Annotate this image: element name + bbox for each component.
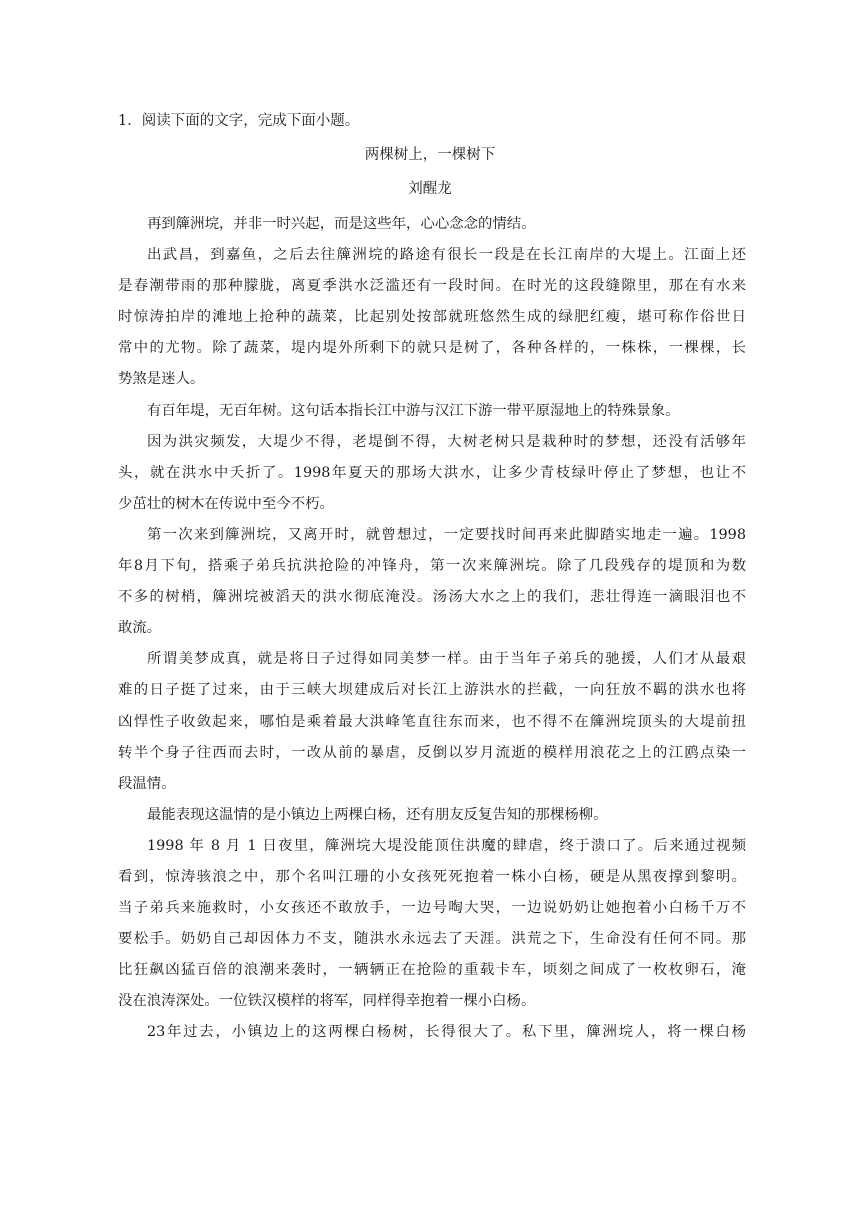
article-author: 刘醒龙 (408, 181, 452, 197)
text-line: 常中的尤物。除了蔬菜，堤内堤外所剩下的就只是树了，各种各样的，一株株，一棵棵，长 (118, 340, 746, 357)
text-line: 23年过去，小镇边上的这两棵白杨树，长得很大了。私下里，簰洲垸人，将一棵白杨 (147, 1024, 746, 1041)
text-line: 比狂飙凶猛百倍的浪潮来袭时，一辆辆正在抢险的重载卡车，顷刻之间成了一枚枚卵石，淹 (118, 962, 746, 979)
text-line: 头，就在洪水中夭折了。1998年夏天的那场大洪水，让多少青枝绿叶停止了梦想，也让不 (118, 464, 746, 481)
text-line: 转半个身子往西而去时，一改从前的暴虐，反倒以岁月流逝的模样用浪花之上的江鸥点染一 (118, 744, 746, 761)
text-line: 有百年堤，无百年树。这句话本指长江中游与汉江下游一带平原湿地上的特殊景象。 (147, 402, 680, 419)
article-title: 两棵树上，一棵树下 (364, 147, 496, 163)
text-line: 年8月下旬，搭乘子弟兵抗洪抢险的冲锋舟，第一次来簰洲垸。除了几段残存的堤顶和为数 (118, 558, 746, 575)
text-line: 第一次来到簰洲垸，又离开时，就曾想过，一定要找时间再来此脚踏实地走一遍。1998 (147, 526, 746, 543)
text-line: 要松手。奶奶自己却因体力不支，随洪水永远去了天涯。洪荒之下，生命没有任何不同。那 (118, 931, 746, 948)
text-line: 没在浪涛深处。一位铁汉模样的将军，同样得幸抱着一棵小白杨。 (118, 993, 536, 1010)
text-line: 敢流。 (118, 620, 162, 637)
text-line: 时惊涛拍岸的滩地上抢种的蔬菜，比起别处按部就班悠然生成的绿肥红瘦，堪可称作俗世日 (118, 309, 746, 326)
text-line: 出武昌，到嘉鱼，之后去往簰洲垸的路途有很长一段是在长江南岸的大堤上。江面上还 (147, 247, 746, 264)
text-line: 所谓美梦成真，就是将日子过得如同美梦一样。由于当年子弟兵的驰援，人们才从最艰 (147, 651, 746, 668)
text-line: 再到簰洲垸，并非一时兴起，而是这些年，心心念念的情结。 (147, 216, 536, 232)
text-line: 少茁壮的树木在传说中至今不朽。 (118, 495, 334, 512)
text-line: 难的日子挺了过来，由于三峡大坝建成后对长江上游洪水的拦截，一向狂放不羁的洪水也将 (118, 682, 746, 699)
text-line: 1998 年 8 月 1 日夜里，簰洲垸大堤没能顶住洪魔的肆虐，终于溃口了。后来通过视频 (147, 837, 746, 854)
article-body (118, 209, 746, 1049)
text-line: 是春潮带雨的那种朦胧，离夏季洪水泛滥还有一段时间。在时光的这段缝隙里，那在有水来 (118, 278, 746, 295)
question-prompt: 1．阅读下面的文字，完成下面小题。 (118, 113, 360, 129)
text-line: 凶悍性子收敛起来，哪怕是乘着最大洪峰笔直往东而来，也不得不在簰洲垸顶头的大堤前扭 (118, 713, 746, 730)
text-line: 最能表现这温情的是小镇边上两棵白杨，还有朋友反复告知的那棵杨柳。 (147, 806, 608, 823)
text-line: 当子弟兵来施救时，小女孩还不敢放手，一边号啕大哭，一边说奶奶让她抱着小白杨千万不 (118, 900, 746, 917)
text-line: 不多的树梢，簰洲垸被滔天的洪水彻底淹没。汤汤大水之上的我们，悲壮得连一滴眼泪也不 (118, 589, 746, 606)
text-line: 势煞是迷人。 (118, 371, 205, 388)
text-line: 看到，惊涛骇浪之中，那个名叫江珊的小女孩死死抱着一株小白杨，硬是从黑夜撑到黎明。 (118, 868, 746, 885)
text-line: 段温情。 (118, 775, 176, 792)
text-line: 因为洪灾频发，大堤少不得，老堤倒不得，大树老树只是栽种时的梦想，还没有活够年 (147, 433, 746, 450)
